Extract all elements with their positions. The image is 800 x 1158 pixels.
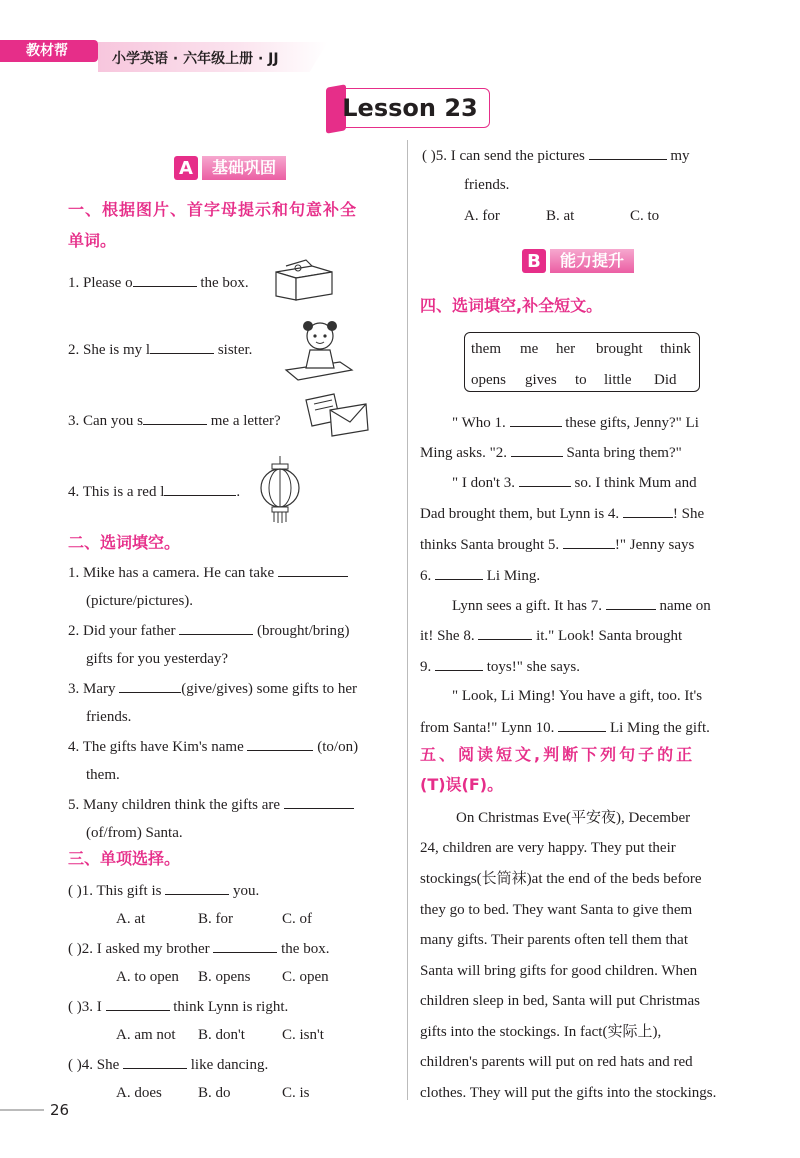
part3-heading: 三、单项选择。	[68, 849, 181, 868]
column-divider	[407, 140, 408, 1100]
part1-heading-line1: 一、根据图片、首字母提示和句意补全	[68, 200, 358, 219]
part3-q2-option-a[interactable]: A. to open	[116, 969, 179, 985]
header-title: 小学英语 · 六年级上册 · JJ	[112, 51, 279, 67]
page-number-rule	[0, 1109, 44, 1111]
part3-q2-option-b[interactable]: B. opens	[198, 969, 251, 985]
passage-line-9: 9. toys!" she says.	[420, 656, 580, 677]
passage-line-6: 6. Li Ming.	[420, 565, 540, 586]
box-picture	[272, 254, 336, 302]
header-tag: 教材帮	[0, 40, 98, 62]
word-little: little	[604, 372, 632, 388]
part2-line-8: them.	[86, 767, 120, 783]
passage-line-2: Ming asks. "2. Santa bring them?"	[420, 442, 682, 463]
passage-line-8: it! She 8. it." Look! Santa brought	[420, 625, 682, 646]
reading-line-10: clothes. They will put the gifts into the stockings.	[420, 1085, 717, 1101]
part3-q3-option-b[interactable]: B. don't	[198, 1027, 245, 1043]
part3-q2-option-c[interactable]: C. open	[282, 969, 329, 985]
section-b-label: 能力提升	[550, 249, 634, 273]
part1-item-4: 4. This is a red l .	[68, 481, 240, 502]
part3-q5: ( )5. I can send the pictures my	[422, 145, 690, 166]
word-her: her	[556, 341, 576, 357]
word-did: Did	[654, 372, 677, 388]
part2-line-5: 3. Mary (give/gives) some gifts to her	[68, 678, 357, 699]
passage-line-7: Lynn sees a gift. It has 7. name on	[452, 595, 711, 616]
part2-line-2: (picture/pictures).	[86, 593, 194, 609]
word-think: think	[660, 341, 691, 357]
passage-line-1: " Who 1. these gifts, Jenny?" Li	[452, 412, 699, 433]
word-them: them	[471, 341, 501, 357]
part3-q3-option-c[interactable]: C. isn't	[282, 1027, 324, 1043]
reading-line-8: gifts into the stockings. In fact(实际上),	[420, 1024, 662, 1040]
part2-line-7: 4. The gifts have Kim's name (to/on)	[68, 736, 358, 757]
section-a-letter: A	[174, 156, 198, 180]
part3-q1: ( )1. This gift is you.	[68, 880, 259, 901]
part3-q1-option-b[interactable]: B. for	[198, 911, 233, 927]
reading-line-3: stockings(长筒袜)at the end of the beds before	[420, 871, 702, 887]
lantern-picture	[258, 456, 302, 524]
part3-q5-line2: friends.	[464, 177, 510, 193]
word-gives: gives	[525, 372, 557, 388]
part2-line-3: 2. Did your father (brought/bring)	[68, 620, 349, 641]
section-b-letter: B	[522, 249, 546, 273]
part2-line-9: 5. Many children think the gifts are	[68, 794, 354, 815]
passage-line-4: Dad brought them, but Lynn is 4. ! She	[420, 503, 704, 524]
part2-line-6: friends.	[86, 709, 132, 725]
part2-line-1: 1. Mike has a camera. He can take	[68, 562, 348, 583]
page-number: 26	[50, 1101, 70, 1119]
part3-q4-option-c[interactable]: C. is	[282, 1085, 310, 1101]
little-girl-picture	[282, 312, 356, 382]
reading-line-4: they go to bed. They want Santa to give them	[420, 902, 693, 918]
part2-line-4: gifts for you yesterday?	[86, 651, 229, 667]
part2-line-10: (of/from) Santa.	[86, 825, 183, 841]
reading-line-5: many gifts. Their parents often tell them that	[420, 932, 688, 948]
word-opens: opens	[471, 372, 506, 388]
part3-q4-option-a[interactable]: A. does	[116, 1085, 162, 1101]
part4-heading: 四、选词填空,补全短文。	[420, 296, 603, 315]
letter-picture	[304, 390, 370, 438]
passage-line-3: " I don't 3. so. I think Mum and	[452, 472, 697, 493]
part3-q5-option-b[interactable]: B. at	[546, 208, 575, 224]
part3-q3: ( )3. I think Lynn is right.	[68, 996, 288, 1017]
reading-line-7: children sleep in bed, Santa will put Christmas	[420, 993, 700, 1009]
part3-q4-option-b[interactable]: B. do	[198, 1085, 231, 1101]
part5-heading-line1: 五、阅读短文,判断下列句子的正	[420, 745, 696, 764]
part1-heading-line2: 单词。	[68, 231, 117, 250]
reading-line-6: Santa will bring gifts for good children. When	[420, 963, 698, 979]
section-a-label: 基础巩固	[202, 156, 286, 180]
reading-line-1: On Christmas Eve(平安夜), December	[456, 810, 691, 826]
word-me: me	[520, 341, 539, 357]
lesson-title: Lesson 23	[330, 88, 490, 128]
part3-q1-option-a[interactable]: A. at	[116, 911, 146, 927]
part1-item-2: 2. She is my l sister.	[68, 339, 252, 360]
part3-q4: ( )4. She like dancing.	[68, 1054, 268, 1075]
part2-heading: 二、选词填空。	[68, 533, 181, 552]
part5-heading-line2: (T)误(F)。	[420, 775, 504, 794]
reading-line-2: 24, children are very happy. They put their	[420, 840, 676, 856]
passage-line-5: thinks Santa brought 5. !" Jenny says	[420, 534, 694, 555]
section-a-badge	[174, 156, 286, 180]
part3-q1-option-c[interactable]: C. of	[282, 911, 312, 927]
reading-line-9: children's parents will put on red hats and red	[420, 1054, 693, 1070]
part1-item-1: 1. Please o the box.	[68, 272, 249, 293]
part3-q3-option-a[interactable]: A. am not	[116, 1027, 176, 1043]
part3-q2: ( )2. I asked my brother the box.	[68, 938, 329, 959]
part3-q5-option-a[interactable]: A. for	[464, 208, 500, 224]
part1-item-3: 3. Can you s me a letter?	[68, 410, 281, 431]
passage-line-10: " Look, Li Ming! You have a gift, too. It's	[452, 688, 703, 704]
passage-line-11: from Santa!" Lynn 10. Li Ming the gift.	[420, 717, 710, 738]
section-b-badge	[522, 249, 634, 273]
word-brought: brought	[596, 341, 643, 357]
part3-q5-option-c[interactable]: C. to	[630, 208, 660, 224]
word-to: to	[575, 372, 587, 388]
